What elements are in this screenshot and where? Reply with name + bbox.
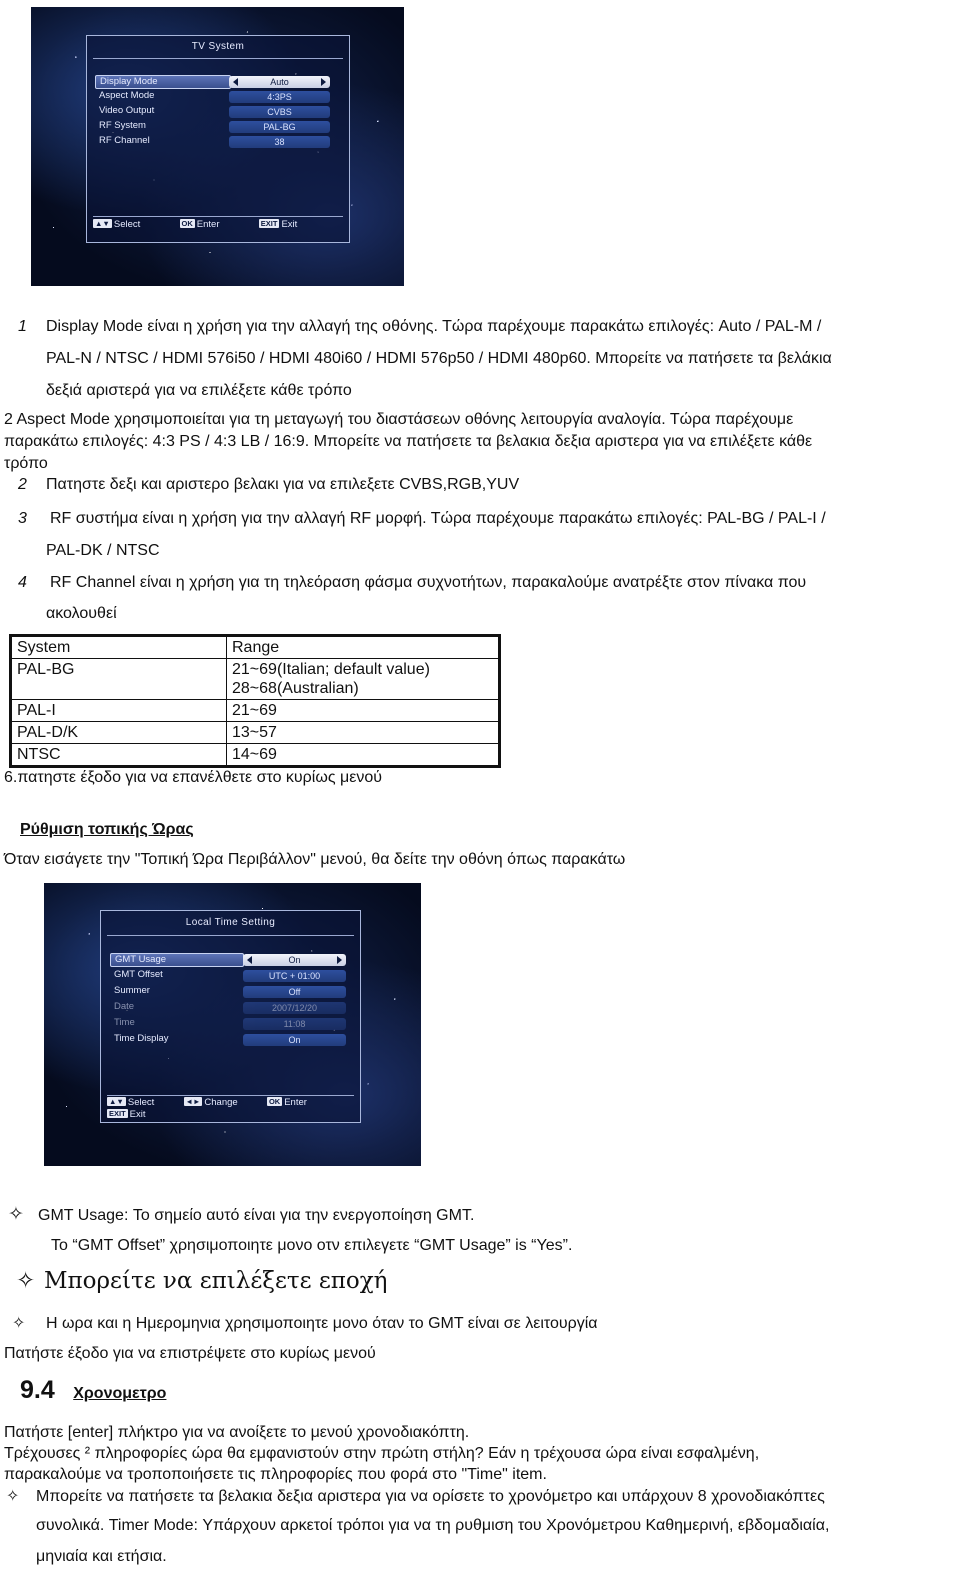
exit-key-icon: EXIT	[260, 219, 278, 228]
osd-footer-divider	[93, 216, 343, 217]
table-cell: 21~69(Italian; default value) 28~68(Australian)	[227, 659, 500, 700]
return-to-main-menu-note: Πατήστε έξοδο για να επιστρέψετε στο κυρίως μενού	[4, 1345, 376, 1362]
table-cell: NTSC	[11, 744, 227, 767]
ok-key-icon: OK	[181, 219, 193, 228]
table-cell: PAL-BG	[11, 659, 227, 700]
table-cell: PAL-I	[11, 700, 227, 722]
menu-item-rf-channel[interactable]: RF Channel	[99, 135, 150, 146]
paragraph-aspect-mode-line3: τρόπο	[4, 455, 48, 472]
table-header-cell: Range	[227, 636, 500, 659]
arrow-right-icon	[321, 78, 326, 86]
paragraph-aspect-mode-line2: παρακάτω επιλογές: 4:3 PS / 4:3 LB / 16:9. Μπορείτε να πατήσετε τα βελακια δεξια αριστερα για να επιλέξετε κάθε	[4, 433, 813, 450]
gmt-offset-value[interactable]: UTC + 01:00	[243, 970, 346, 982]
timer-line1: Πατήστε [enter] πλήκτρο για να ανοίξετε το μενού χρονοδιακόπτη.	[4, 1424, 470, 1441]
tv-system-osd-window	[86, 35, 350, 243]
date-value[interactable]: 2007/12/20	[243, 1002, 346, 1014]
paragraph-rf-system-line2: PAL-DK / NTSC	[46, 542, 160, 559]
ok-key-icon: OK	[268, 1097, 281, 1106]
local-time-osd-window	[100, 910, 361, 1123]
arrow-right-icon	[337, 956, 342, 964]
time-value[interactable]: 11:08	[243, 1018, 346, 1030]
menu-item-time-display[interactable]: Time Display	[114, 1033, 169, 1044]
four-point-star-icon: ✧	[6, 1488, 20, 1505]
table-row	[11, 700, 500, 722]
tv-system-screenshot	[31, 7, 404, 286]
local-time-screenshot	[44, 883, 421, 1166]
time-display-value[interactable]: On	[243, 1034, 346, 1046]
four-point-star-icon: ✧	[16, 1267, 36, 1293]
table-row	[11, 744, 500, 767]
display-mode-value[interactable]: Auto	[229, 76, 330, 88]
menu-item-time[interactable]: Time	[114, 1017, 135, 1028]
table-header-cell: System	[11, 636, 227, 659]
paragraph-video-output: 2 Πατηστε δεξι και αριστερο βελακι για να επιλεξετε CVBS,RGB,YUV	[18, 476, 520, 493]
osd-footer-divider	[107, 1095, 354, 1096]
gmt-usage-value[interactable]: On	[243, 954, 346, 966]
arrow-left-icon	[233, 78, 238, 86]
table-cell: 21~69	[227, 700, 500, 722]
osd-footer-row2: EXIT Exit	[109, 1109, 146, 1120]
table-row	[11, 659, 500, 700]
rf-system-value[interactable]: PAL-BG	[229, 121, 330, 133]
rf-channel-value[interactable]: 38	[229, 136, 330, 148]
bullet-gmt-usage-line1: ✧ GMT Usage: Το σημείο αυτό είναι για την ενεργοποίηση GMT.	[8, 1204, 475, 1225]
timer-bullet-line2: συνολικά. Timer Mode: Υπάρχουν αρκετοί τρόποι για να τη ρυθμιση του Χρονόμετρου Καθημερινή, εβδομαδιαία,	[36, 1517, 830, 1534]
menu-item-video-output[interactable]: Video Output	[99, 105, 155, 116]
menu-item-display-mode[interactable]: Display Mode	[95, 75, 231, 89]
rf-channel-range-table	[9, 634, 501, 768]
menu-item-rf-system[interactable]: RF System	[99, 120, 146, 131]
menu-item-date[interactable]: Date	[114, 1001, 135, 1012]
timer-line2: Τρέχουσες ² πληροφορίες ώρα θα εμφανιστούν στην πρώτη στήλη? Εάν η τρέχουσα ώρα είναι εσφαλμένη,	[4, 1445, 760, 1462]
menu-item-gmt-offset[interactable]: GMT Offset	[114, 969, 163, 980]
osd-footer-row1: ▲▼ Select ◄► Change OK Enter	[109, 1097, 307, 1108]
section-heading-local-time: Ρύθμιση τοπικής Ώρας	[20, 821, 194, 838]
table-row	[11, 722, 500, 744]
osd-divider	[107, 935, 354, 936]
bullet-time-date: ✧ Η ωρα και η Ημερομηνια χρησιμοποιητε μονο όταν το GMT είναι σε λειτουργία	[12, 1315, 598, 1332]
four-point-star-icon: ✧	[12, 1315, 26, 1332]
arrow-left-icon	[247, 956, 252, 964]
osd-title: Local Time Setting	[185, 917, 276, 928]
exit-key-icon: EXIT	[109, 1109, 126, 1118]
menu-item-aspect-mode[interactable]: Aspect Mode	[99, 90, 155, 101]
osd-divider	[93, 58, 343, 59]
section-heading-timer: 9.4 Χρονομετρο	[20, 1376, 167, 1404]
timer-bullet-line1: ✧ Μπορείτε να πατήσετε τα βελακια δεξια αριστερα για να ορίσετε το χρονόμετρο και υπάρχουν 8 χρονοδιακόπτες	[6, 1488, 825, 1505]
table-cell: PAL-D/K	[11, 722, 227, 744]
return-to-menu-note: 6.πατηστε έξοδο για να επανέλθετε στο κυρίως μενού	[4, 769, 382, 786]
paragraph-display-mode-line1: 1 Display Mode είναι η χρήση για την αλλαγή της οθόνης. Τώρα παρέχουμε παρακάτω επιλογές: Auto / PAL-M /	[18, 318, 822, 335]
timer-line3: παρακαλούμε να τροποποιήσετε τις πληροφορίες που φορά στο "Time" item.	[4, 1466, 547, 1483]
paragraph-rf-system-line1: 3 RF συστήμα είναι η χρήση για την αλλαγή RF μορφή. Τώρα παρέχουμε παρακάτω επιλογές: PAL-BG / PAL-I /	[18, 510, 826, 527]
paragraph-display-mode-line3: δεξιά αριστερά για να επιλέξετε κάθε τρόπο	[46, 382, 352, 399]
paragraph-rf-channel-line1: 4 RF Channel είναι η χρήση για τη τηλεόραση φάσμα συχνοτήτων, παρακαλούμε ανατρέξτε στον πίνακα που	[18, 574, 807, 591]
video-output-value[interactable]: CVBS	[229, 106, 330, 118]
paragraph-aspect-mode-line1: 2 Aspect Mode χρησιμοποιείται για τη μεταγωγή του διαστάσεων οθόνης λειτουργία αναλογία. Τώρα παρέχουμε	[4, 411, 794, 428]
select-key-icon: ▲▼	[95, 219, 110, 228]
menu-item-summer[interactable]: Summer	[114, 985, 150, 996]
osd-title: TV System	[191, 41, 245, 52]
four-point-star-icon: ✧	[8, 1204, 24, 1225]
table-cell: 14~69	[227, 744, 500, 767]
local-time-intro: Όταν εισάγετε την "Τοπική Ώρα Περιβάλλον" μενού, θα δείτε την οθόνη όπως παρακάτω	[4, 851, 626, 868]
bullet-gmt-usage-line2: Το “GMT Offset” χρησιμοποιητε μονο οτν επιλεγετε “GMT Usage” is “Yes”.	[51, 1237, 573, 1254]
select-key-icon: ▲▼	[109, 1097, 124, 1106]
paragraph-display-mode-line2: PAL-N / NTSC / HDMI 576i50 / HDMI 480i60 / HDMI 576p50 / HDMI 480p60. Μπορείτε να πατήσετε τα βελάκια	[46, 350, 832, 367]
paragraph-rf-channel-line2: ακολουθεί	[46, 605, 117, 622]
table-cell: 13~57	[227, 722, 500, 744]
timer-bullet-line3: μηνιαία και ετήσια.	[36, 1548, 167, 1565]
bullet-season: ✧ Μπορείτε να επιλέξετε εποχή	[16, 1267, 388, 1294]
aspect-mode-value[interactable]: 4:3PS	[229, 91, 330, 103]
osd-footer: ▲▼ Select OK Enter EXIT Exit	[95, 219, 298, 230]
table-header-row	[11, 636, 500, 659]
change-key-icon: ◄►	[185, 1097, 201, 1106]
menu-item-gmt-usage[interactable]: GMT Usage	[110, 953, 244, 967]
summer-value[interactable]: Off	[243, 986, 346, 998]
